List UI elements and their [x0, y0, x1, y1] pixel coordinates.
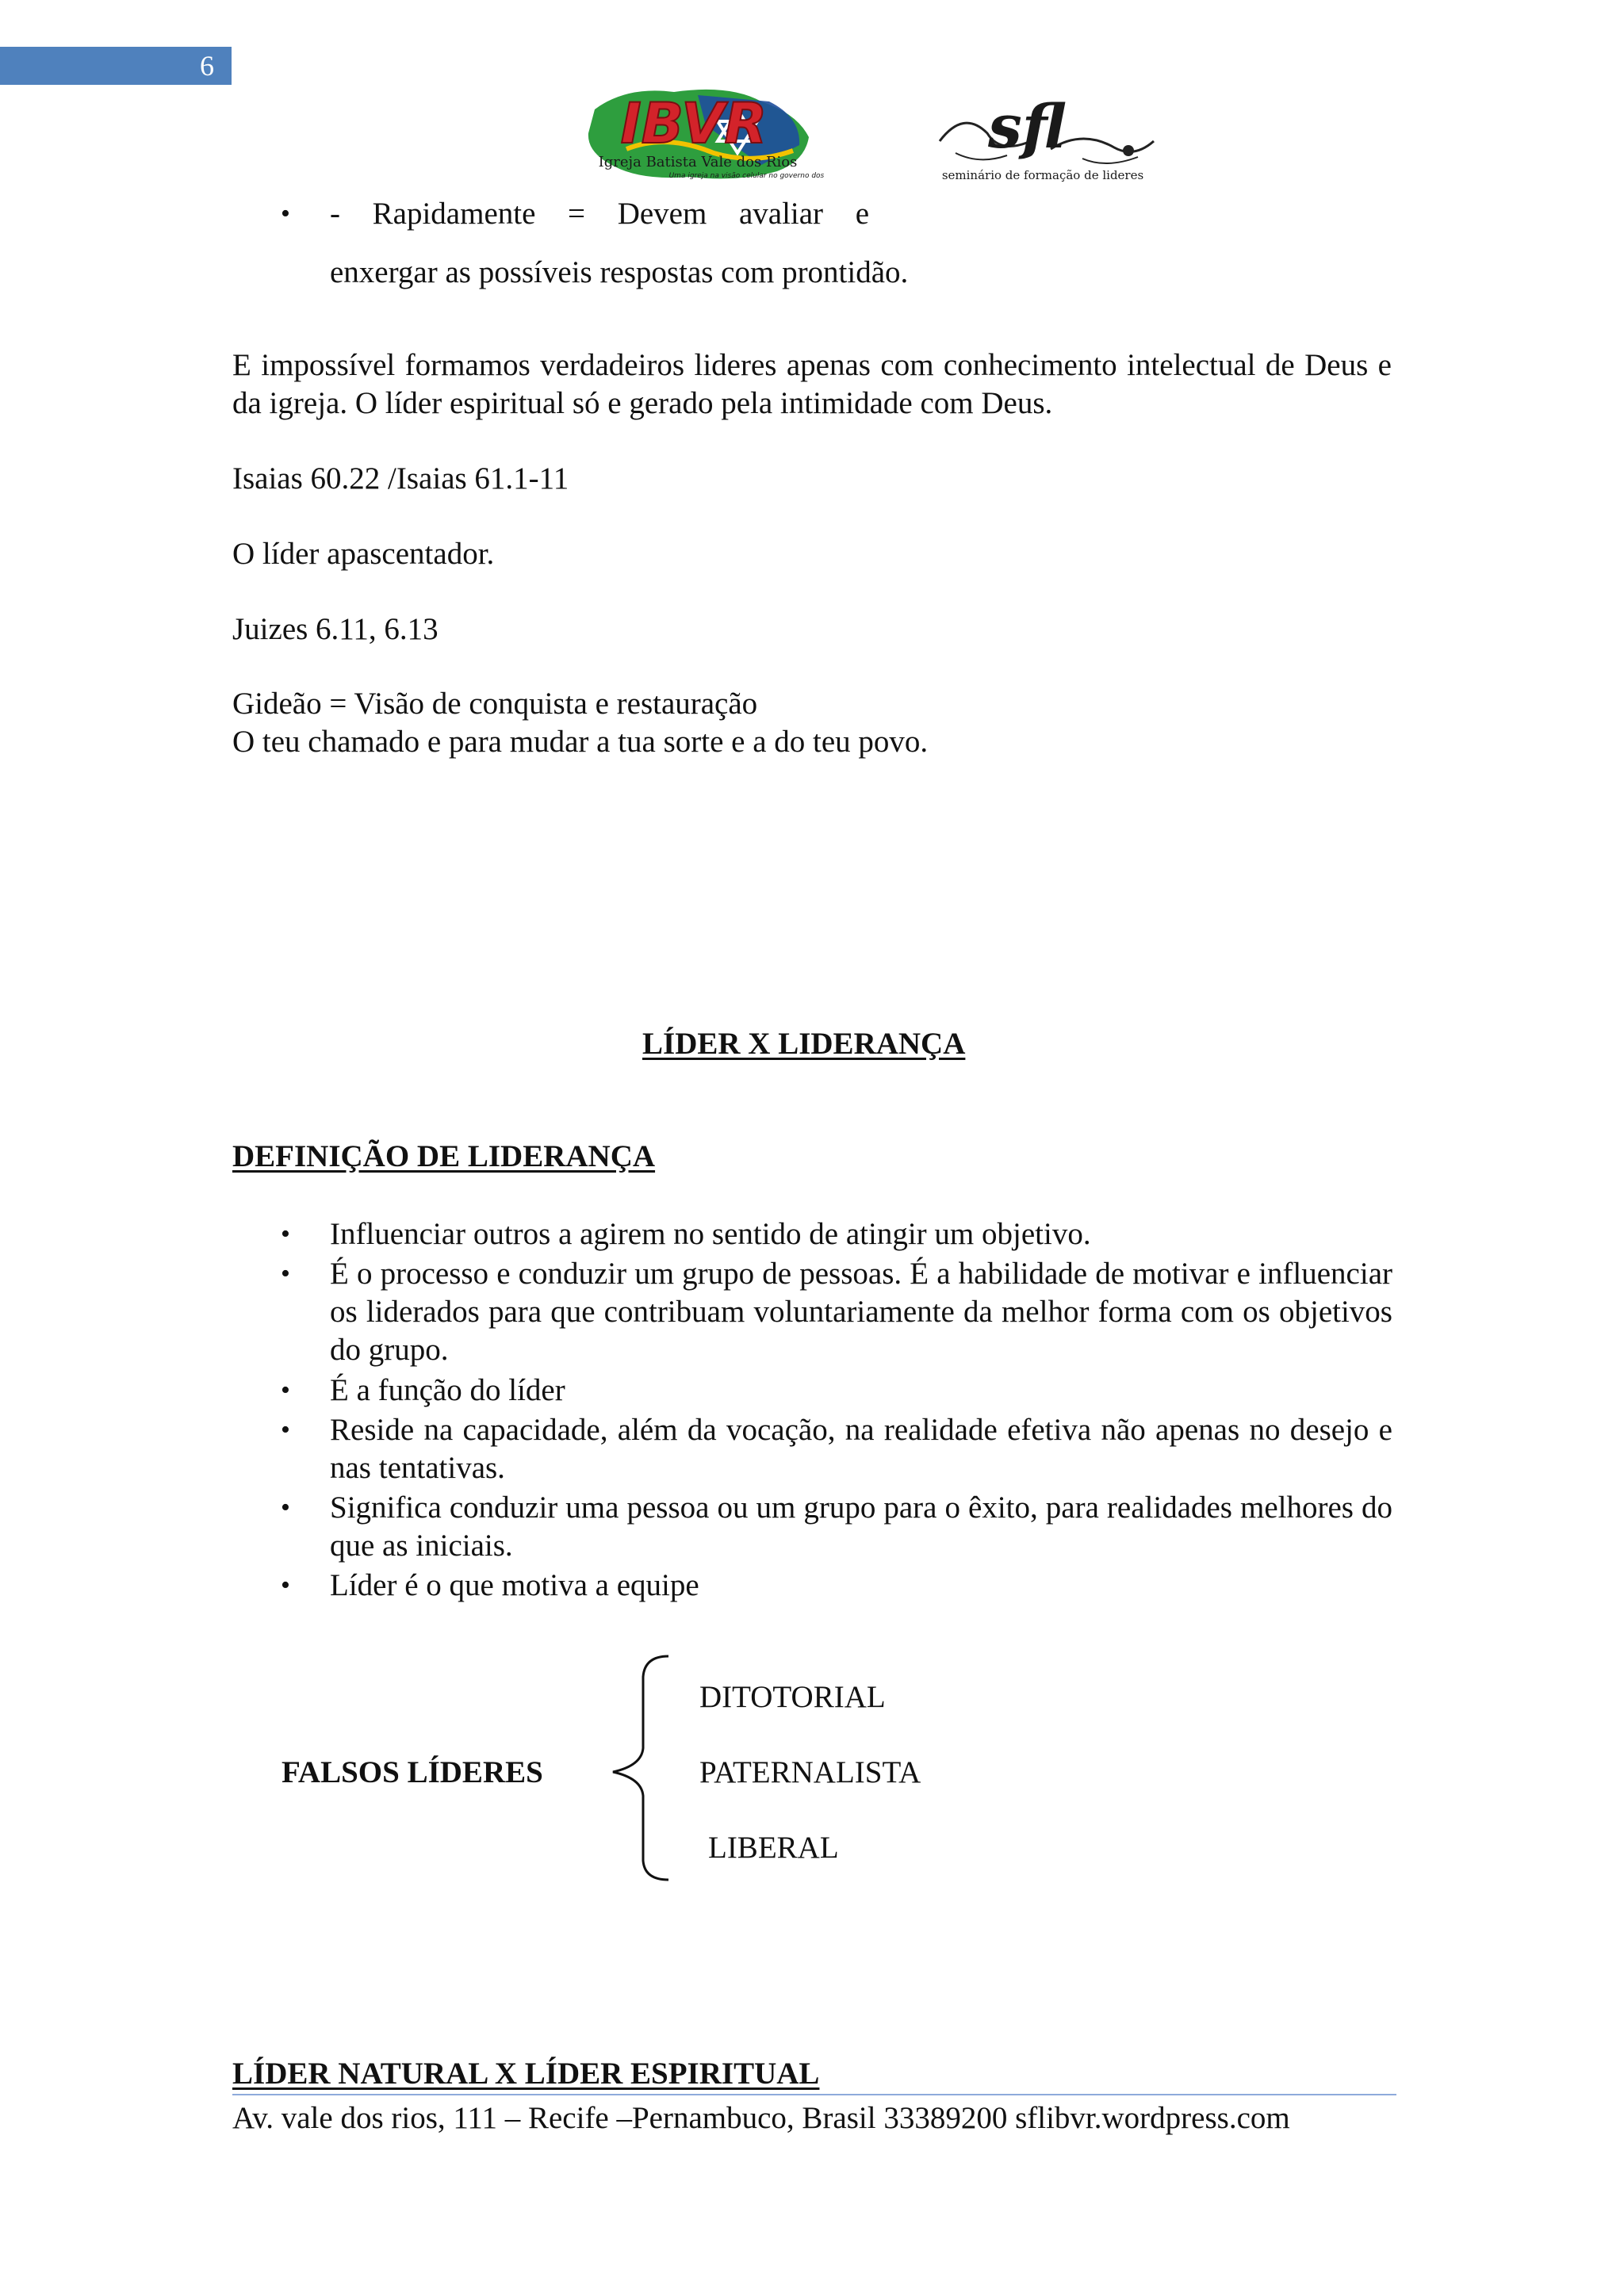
bullet-marker: • [281, 1493, 290, 1522]
footer-address: Av. vale dos rios, 111 – Recife –Pernambuco, Brasil 33389200 sflibvr.wordpress.com [232, 2101, 1290, 2135]
bullet-marker: • [281, 1415, 290, 1445]
paragraph-juizes-reference: Juizes 6.11, 6.13 [232, 612, 439, 646]
bullet-marker: • [281, 1219, 290, 1249]
section-title: LÍDER X LIDERANÇA [642, 1027, 966, 1061]
top-bullet-dash: - [330, 197, 340, 231]
false-leader-type-paternalista: PATERNALISTA [699, 1755, 921, 1789]
paragraph-intro: E impossível formamos verdadeiros lideres apenas com conhecimento intelectual de Deus e da igreja. O líder espiritual só e gerado pela intimidade com Deus. [232, 348, 1392, 420]
top-bullet-line2: enxergar as possíveis respostas com prontidão. [330, 255, 909, 289]
definition-item: Significa conduzir uma pessoa ou um grupo para o êxito, para realidades melhores do que as iniciais. [330, 1490, 1392, 1563]
false-leader-type-liberal: LIBERAL [708, 1831, 839, 1865]
footer-rule [232, 2094, 1396, 2095]
definition-item: Influenciar outros a agirem no sentido de atingir um objetivo. [330, 1217, 1091, 1251]
paragraph-gideao: Gideão = Visão de conquista e restauração [232, 687, 758, 721]
top-bullet-word-rapidamente: Rapidamente [372, 197, 536, 231]
bullet-marker: • [281, 1259, 290, 1288]
false-leader-type-ditotorial: DITOTORIAL [699, 1680, 886, 1714]
bullet-marker: • [281, 1376, 290, 1405]
sfl-logo-graphic [932, 86, 1162, 185]
curly-brace [607, 1653, 670, 1883]
bullet-marker: • [281, 199, 290, 228]
ibvr-logo-graphic [579, 78, 825, 189]
definition-heading: DEFINIÇÃO DE LIDERANÇA [232, 1139, 656, 1173]
paragraph-isaias-reference: Isaias 60.22 /Isaias 61.1-11 [232, 461, 569, 496]
ibvr-logo-subtitle: Igreja Batista Vale dos Rios [598, 154, 798, 170]
next-section-heading: LÍDER NATURAL X LÍDER ESPIRITUAL [232, 2057, 820, 2091]
paragraph-chamado: O teu chamado e para mudar a tua sorte e a do teu povo. [232, 725, 929, 759]
top-bullet-word-devem: Devem [617, 197, 707, 231]
page-number: 6 [200, 50, 214, 82]
definition-item: É o processo e conduzir um grupo de pessoas. É a habilidade de motivar e influenciar os liderados para que contribuam voluntariamente da melhor forma com os objetivos do grupo. [330, 1257, 1392, 1367]
ibvr-logo-text: IBVR [620, 91, 768, 156]
false-leaders-label: FALSOS LÍDERES [282, 1755, 543, 1789]
definition-item: Reside na capacidade, além da vocação, na realidade efetiva não apenas no desejo e nas tentativas. [330, 1413, 1392, 1485]
ibvr-logo-tagline: Uma igreja na visão celular no governo dos 12. [668, 172, 825, 180]
definition-item: Líder é o que motiva a equipe [330, 1568, 699, 1602]
definition-item: É a função do líder [330, 1373, 565, 1407]
paragraph-lider-apascentador: O líder apascentador. [232, 537, 495, 571]
top-bullet-line1 [330, 195, 869, 233]
sfl-logo-subtitle: seminário de formação de lideres [941, 168, 1144, 182]
sfl-logo-text: sfl [987, 91, 1067, 162]
sfl-logo [932, 86, 1162, 185]
top-bullet-equals: = [568, 197, 586, 231]
ibvr-logo [579, 78, 825, 189]
page-number-tab [0, 47, 232, 85]
top-bullet-word-e: e [855, 197, 869, 231]
bullet-marker: • [281, 1571, 290, 1600]
top-bullet-word-avaliar: avaliar [738, 197, 824, 231]
